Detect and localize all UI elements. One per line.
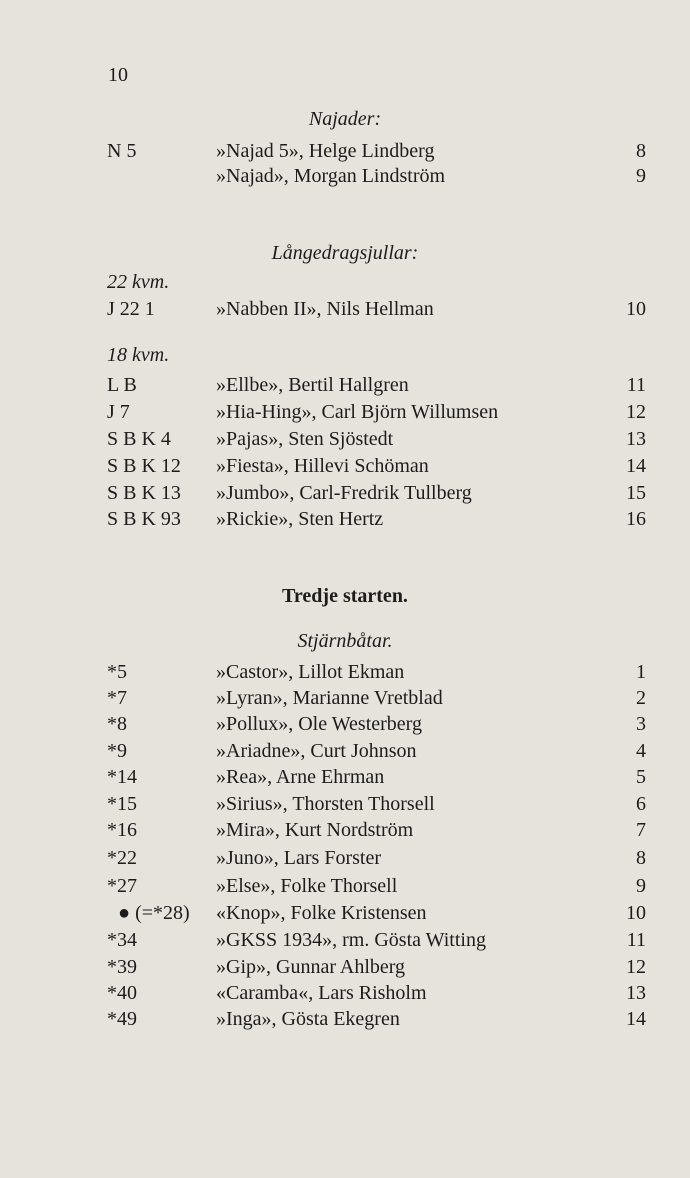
entry-row xyxy=(0,764,690,791)
boat-owner: »Mira», Kurt Nordström xyxy=(216,819,414,841)
entry-number: 10 xyxy=(626,902,646,924)
najader-heading: Najader: xyxy=(308,108,382,130)
boat-owner: »Castor», Lillot Ekman xyxy=(216,661,405,683)
sail-number: J 7 xyxy=(107,401,130,423)
entry-number: 10 xyxy=(626,298,646,320)
entry-number: 14 xyxy=(626,455,646,477)
sail-number: S B K 4 xyxy=(107,428,171,450)
entry-row xyxy=(0,506,690,533)
boat-owner: »Najad», Morgan Lindström xyxy=(216,165,446,187)
entry-row xyxy=(0,817,690,844)
sail-number: J 22 1 xyxy=(107,298,155,320)
entry-number: 8 xyxy=(636,140,646,162)
entry-row xyxy=(0,873,690,900)
entry-number: 11 xyxy=(626,374,646,396)
entry-number: 3 xyxy=(636,713,646,735)
entry-row xyxy=(0,738,690,765)
page-number: 10 xyxy=(108,64,128,86)
sail-number: S B K 93 xyxy=(107,508,181,530)
entry-row xyxy=(0,659,690,686)
entry-row xyxy=(0,791,690,818)
entry-row xyxy=(0,845,690,872)
boat-owner: »Ellbe», Bertil Hallgren xyxy=(216,374,409,396)
boat-owner: »Else», Folke Thorsell xyxy=(216,875,398,897)
entry-row xyxy=(0,927,690,954)
langedragsjullar-heading: Långedragsjullar: xyxy=(271,242,419,264)
entry-row xyxy=(0,138,690,165)
entry-number: 9 xyxy=(636,875,646,897)
entry-row xyxy=(0,163,690,190)
entry-row xyxy=(0,980,690,1007)
boat-owner: »Hia-Hing», Carl Björn Willumsen xyxy=(216,401,499,423)
entry-row xyxy=(0,954,690,981)
boat-owner: »GKSS 1934», rm. Gösta Witting xyxy=(216,929,486,951)
sail-number: *14 xyxy=(107,766,137,788)
sail-number: ● (=*28) xyxy=(118,902,190,924)
entry-number: 9 xyxy=(636,165,646,187)
entry-number: 6 xyxy=(636,793,646,815)
entry-number: 11 xyxy=(626,929,646,951)
entry-row xyxy=(0,426,690,453)
boat-owner: »Ariadne», Curt Johnson xyxy=(216,740,417,762)
boat-owner: »Pajas», Sten Sjöstedt xyxy=(216,428,394,450)
entry-number: 4 xyxy=(636,740,646,762)
entry-number: 16 xyxy=(626,508,646,530)
boat-owner: »Rickie», Sten Hertz xyxy=(216,508,384,530)
sail-number: *8 xyxy=(107,713,127,735)
entry-row xyxy=(0,480,690,507)
boat-owner: »Lyran», Marianne Vretblad xyxy=(216,687,443,709)
entry-row xyxy=(0,1006,690,1033)
class-heading-22: 22 kvm. xyxy=(107,271,170,293)
boat-owner: «Caramba«, Lars Risholm xyxy=(216,982,427,1004)
entry-number: 13 xyxy=(626,982,646,1004)
sail-number: *5 xyxy=(107,661,127,683)
boat-owner: »Najad 5», Helge Lindberg xyxy=(216,140,435,162)
entry-number: 2 xyxy=(636,687,646,709)
boat-owner: »Gip», Gunnar Ahlberg xyxy=(216,956,406,978)
boat-owner: »Nabben II», Nils Hellman xyxy=(216,298,434,320)
sail-number: *9 xyxy=(107,740,127,762)
boat-owner: »Rea», Arne Ehrman xyxy=(216,766,385,788)
sail-number: *7 xyxy=(107,687,127,709)
sail-number: *15 xyxy=(107,793,137,815)
sail-number: *49 xyxy=(107,1008,137,1030)
sail-number: *34 xyxy=(107,929,137,951)
sail-number: *40 xyxy=(107,982,137,1004)
entry-row xyxy=(0,372,690,399)
tredje-starten-heading: Tredje starten. xyxy=(282,585,408,607)
boat-owner: »Jumbo», Carl-Fredrik Tullberg xyxy=(216,482,472,504)
class-heading-18: 18 kvm. xyxy=(107,344,170,366)
sail-number: *27 xyxy=(107,875,137,897)
boat-owner: »Juno», Lars Forster xyxy=(216,847,381,869)
entry-row xyxy=(0,685,690,712)
sail-number: *39 xyxy=(107,956,137,978)
entry-number: 13 xyxy=(626,428,646,450)
sail-number: *22 xyxy=(107,847,137,869)
sail-number: N 5 xyxy=(107,140,137,162)
boat-owner: »Inga», Gösta Ekegren xyxy=(216,1008,400,1030)
entry-number: 12 xyxy=(626,956,646,978)
entry-number: 1 xyxy=(636,661,646,683)
boat-owner: »Pollux», Ole Westerberg xyxy=(216,713,422,735)
sail-number: L B xyxy=(107,374,137,396)
sail-number: S B K 13 xyxy=(107,482,181,504)
sail-number: S B K 12 xyxy=(107,455,181,477)
entry-number: 5 xyxy=(636,766,646,788)
entry-number: 8 xyxy=(636,847,646,869)
entry-number: 14 xyxy=(626,1008,646,1030)
entry-number: 15 xyxy=(626,482,646,504)
entry-number: 7 xyxy=(636,819,646,841)
entry-number: 12 xyxy=(626,401,646,423)
boat-owner: «Knop», Folke Kristensen xyxy=(216,902,427,924)
boat-owner: »Sirius», Thorsten Thorsell xyxy=(216,793,435,815)
entry-row xyxy=(0,399,690,426)
sail-number: *16 xyxy=(107,819,137,841)
entry-row xyxy=(0,711,690,738)
stjarnbatar-heading: Stjärnbåtar. xyxy=(297,630,393,652)
entry-row xyxy=(0,296,690,323)
boat-owner: »Fiesta», Hillevi Schöman xyxy=(216,455,429,477)
entry-row xyxy=(0,900,690,927)
entry-row xyxy=(0,453,690,480)
